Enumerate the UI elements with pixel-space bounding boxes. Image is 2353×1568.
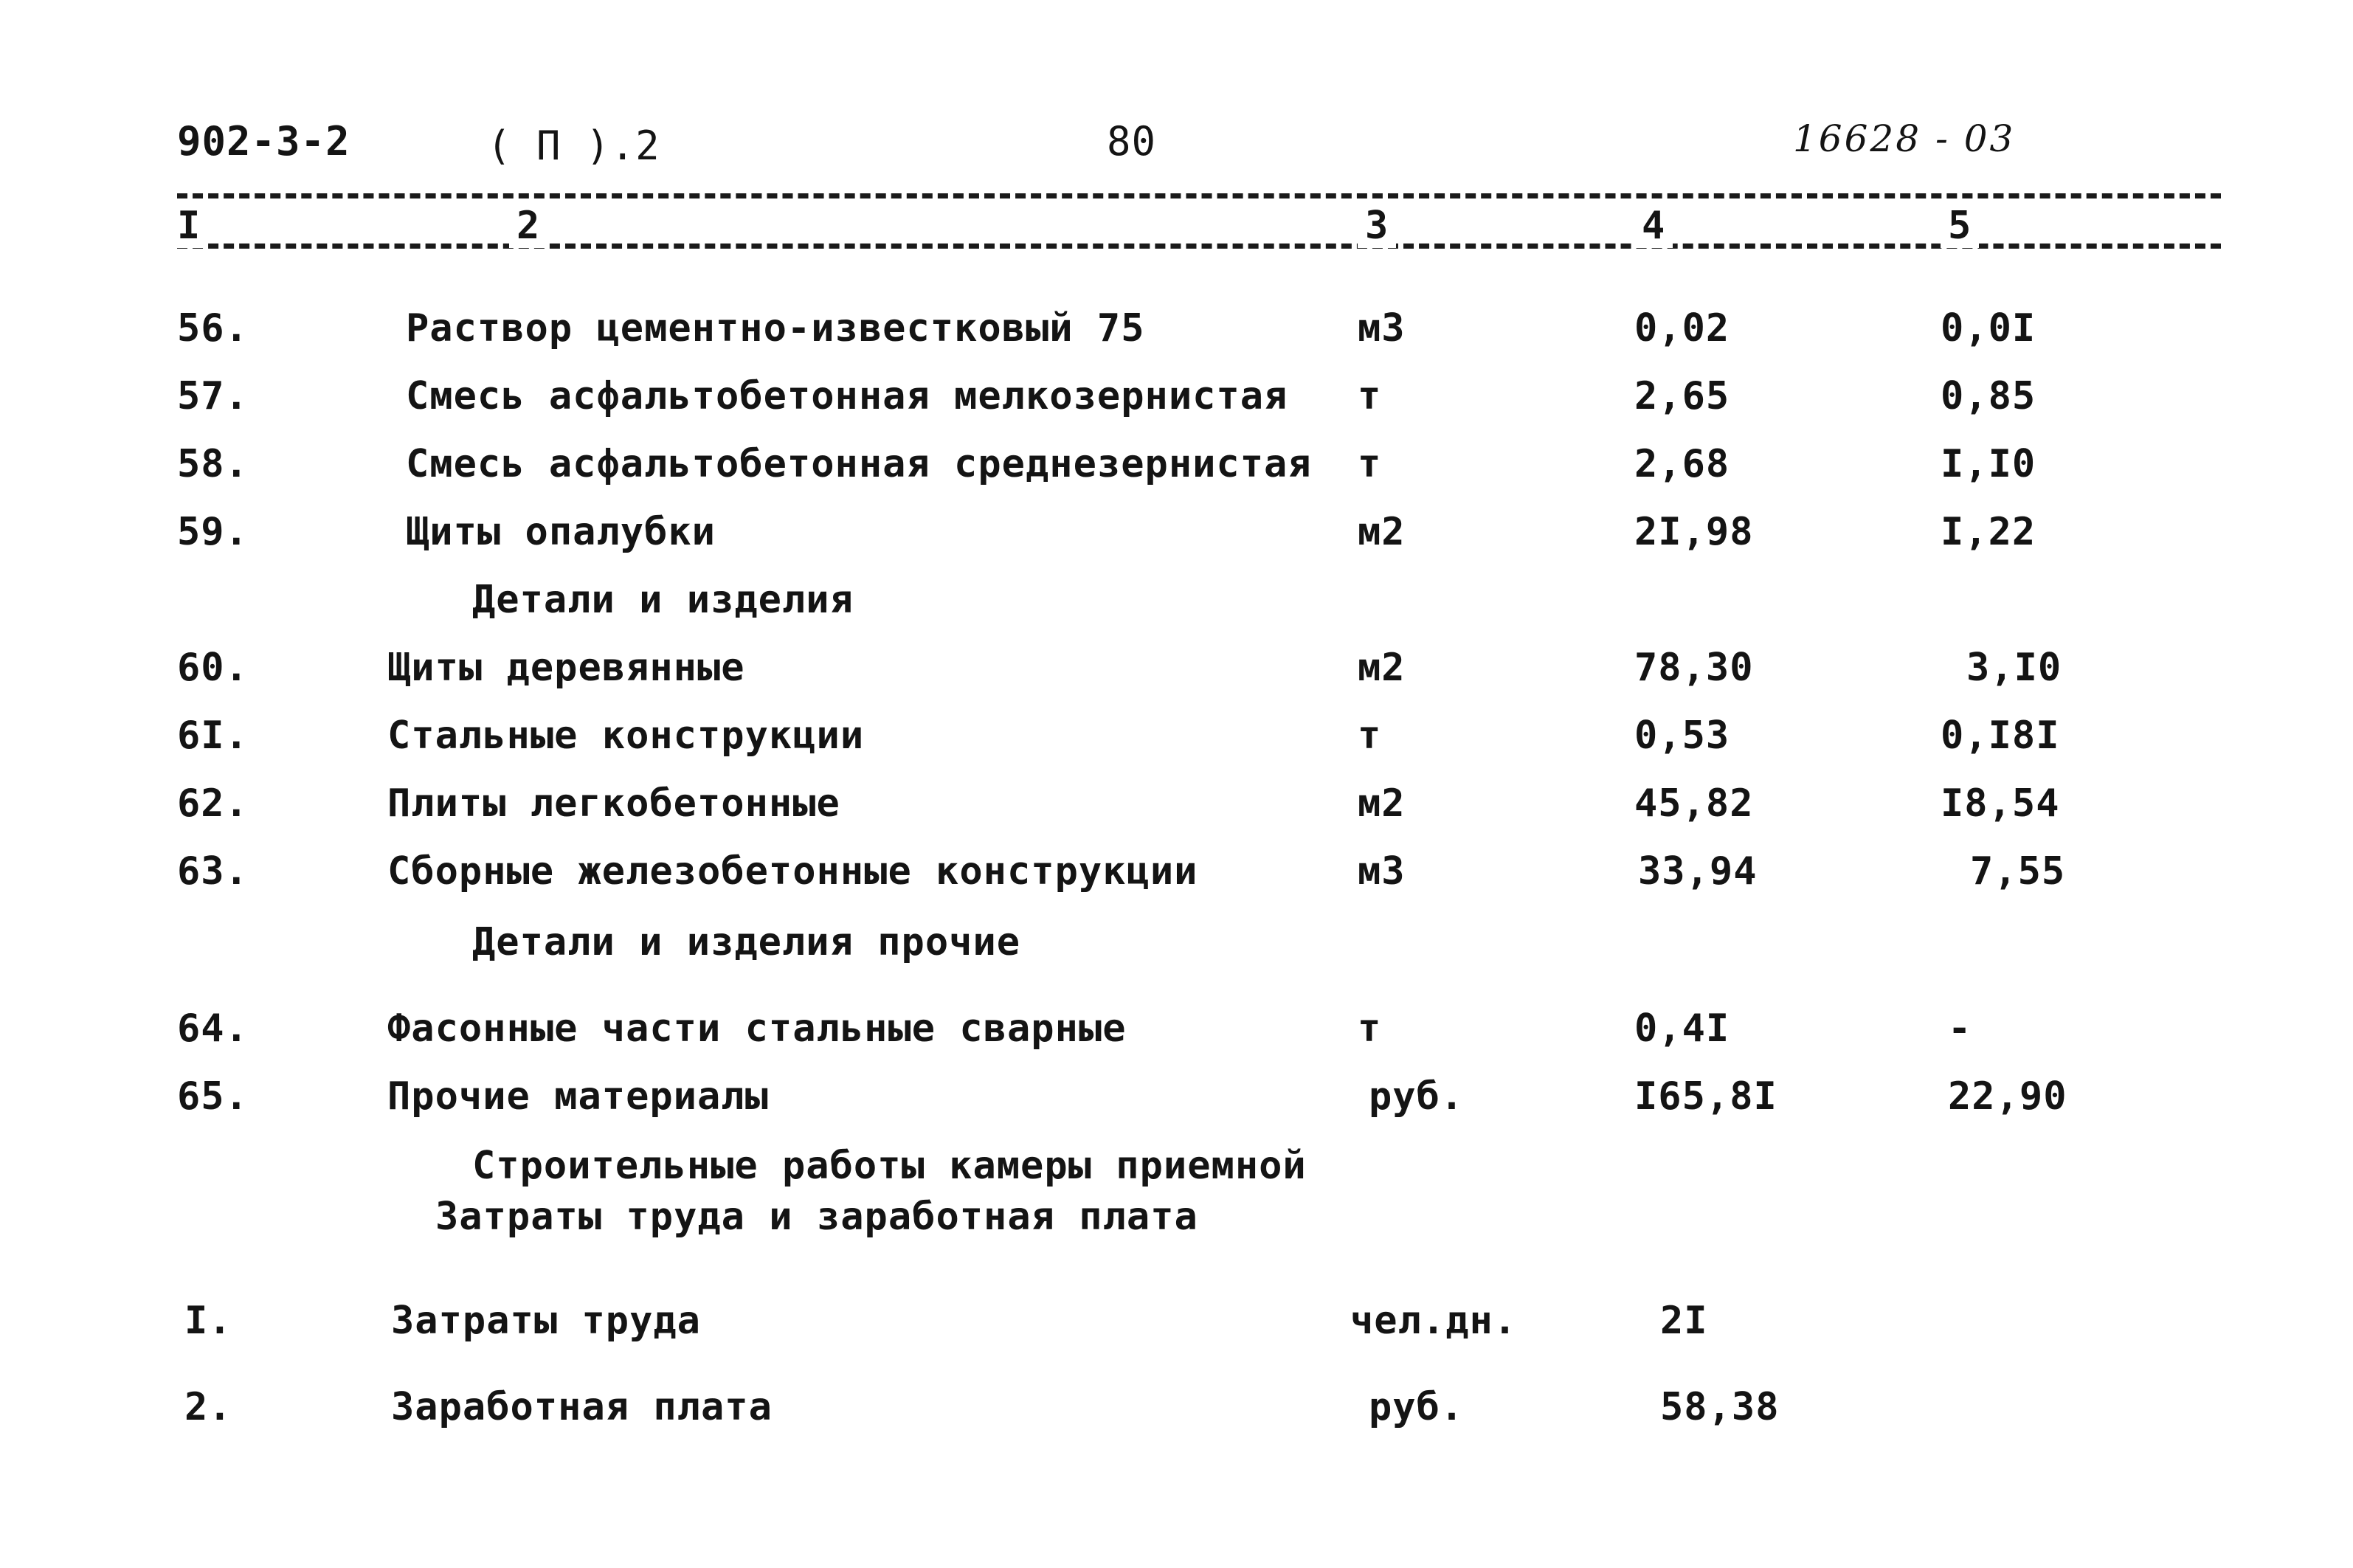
row-quantity-col5: I,I0 — [1941, 442, 2036, 486]
row-unit: м3 — [1358, 849, 1406, 894]
row-name: Плиты легкобетонные — [387, 781, 840, 826]
row-quantity-col4: 45,82 — [1634, 781, 1754, 826]
row-quantity-col4: 0,4I — [1634, 1006, 1730, 1051]
row-name: Затраты труда — [391, 1299, 701, 1343]
row-unit: т — [1358, 714, 1382, 758]
row-unit: руб. — [1369, 1074, 1465, 1119]
table-top-rule — [177, 193, 2221, 198]
row-number: I. — [184, 1299, 232, 1343]
doc-code: 902-3-2 — [177, 118, 350, 165]
row-name: Заработная плата — [391, 1385, 773, 1429]
row-unit: м2 — [1358, 510, 1406, 554]
row-quantity-col5: - — [1948, 1006, 1972, 1051]
row-name: Фасонные части стальные сварные — [387, 1006, 1127, 1051]
row-number: 58. — [177, 442, 249, 486]
section-code: ( П ).2 — [487, 122, 660, 169]
section-heading-construction: Строительные работы камеры приемной — [472, 1144, 1307, 1188]
row-number: 62. — [177, 781, 249, 826]
row-unit: м3 — [1358, 306, 1406, 350]
row-name: Смесь асфальтобетонная мелкозернистая — [406, 374, 1288, 418]
row-name: Сборные железобетонные конструкции — [387, 849, 1198, 894]
row-number: 57. — [177, 374, 249, 418]
row-unit: чел.дн. — [1350, 1299, 1518, 1343]
handwritten-reference: 16628 - 03 — [1793, 117, 2016, 160]
row-quantity-col5: I8,54 — [1941, 781, 2060, 826]
row-quantity-col4: 2I,98 — [1634, 510, 1754, 554]
row-unit: руб. — [1369, 1385, 1465, 1429]
row-quantity-col5: 0,85 — [1941, 374, 2036, 418]
section-heading-labor: Затраты труда и заработная плата — [435, 1195, 1198, 1239]
row-quantity-col4: 0,02 — [1634, 306, 1730, 350]
row-quantity-col5: I,22 — [1941, 510, 2036, 554]
column-header-5: 5 — [1941, 204, 1979, 248]
row-quantity-col4: 0,53 — [1634, 714, 1730, 758]
row-number: 65. — [177, 1074, 249, 1119]
column-header-rule — [177, 244, 2221, 249]
column-header-3: 3 — [1358, 204, 1396, 248]
page-number: 80 — [1107, 118, 1157, 165]
section-heading-details-other: Детали и изделия прочие — [472, 920, 1021, 964]
row-name: Стальные конструкции — [387, 714, 865, 758]
row-quantity-col4: I65,8I — [1634, 1074, 1777, 1119]
row-unit: т — [1358, 442, 1382, 486]
column-header-2: 2 — [509, 204, 547, 248]
row-quantity-col5: 7,55 — [1970, 849, 2066, 894]
row-quantity-col5: 0,0I — [1941, 306, 2036, 350]
row-name: Щиты деревянные — [387, 646, 745, 690]
section-heading-details: Детали и изделия — [472, 578, 854, 622]
row-unit: м2 — [1358, 646, 1406, 690]
row-name: Смесь асфальтобетонная среднезернистая — [406, 442, 1312, 486]
row-quantity-col4: 78,30 — [1634, 646, 1754, 690]
row-number: 64. — [177, 1006, 249, 1051]
row-name: Щиты опалубки — [406, 510, 716, 554]
row-quantity-col5: 22,90 — [1948, 1074, 2067, 1119]
row-unit: м2 — [1358, 781, 1406, 826]
row-number: 60. — [177, 646, 249, 690]
row-quantity-col4: 2,65 — [1634, 374, 1730, 418]
row-quantity-col5: 3,I0 — [1966, 646, 2062, 690]
row-unit: т — [1358, 374, 1382, 418]
row-number: 63. — [177, 849, 249, 894]
row-name: Прочие материалы — [387, 1074, 769, 1119]
column-header-4: 4 — [1634, 204, 1673, 248]
row-quantity-col4: 2,68 — [1634, 442, 1730, 486]
row-quantity-col4: 58,38 — [1660, 1385, 1780, 1429]
row-unit: т — [1358, 1006, 1382, 1051]
row-quantity-col4: 33,94 — [1638, 849, 1758, 894]
row-number: 2. — [184, 1385, 232, 1429]
row-number: 59. — [177, 510, 249, 554]
column-header-1: I — [177, 204, 208, 248]
row-quantity-col4: 2I — [1660, 1299, 1708, 1343]
row-number: 6I. — [177, 714, 249, 758]
row-name: Раствор цементно-известковый 75 — [406, 306, 1145, 350]
row-number: 56. — [177, 306, 249, 350]
row-quantity-col5: 0,I8I — [1941, 714, 2060, 758]
